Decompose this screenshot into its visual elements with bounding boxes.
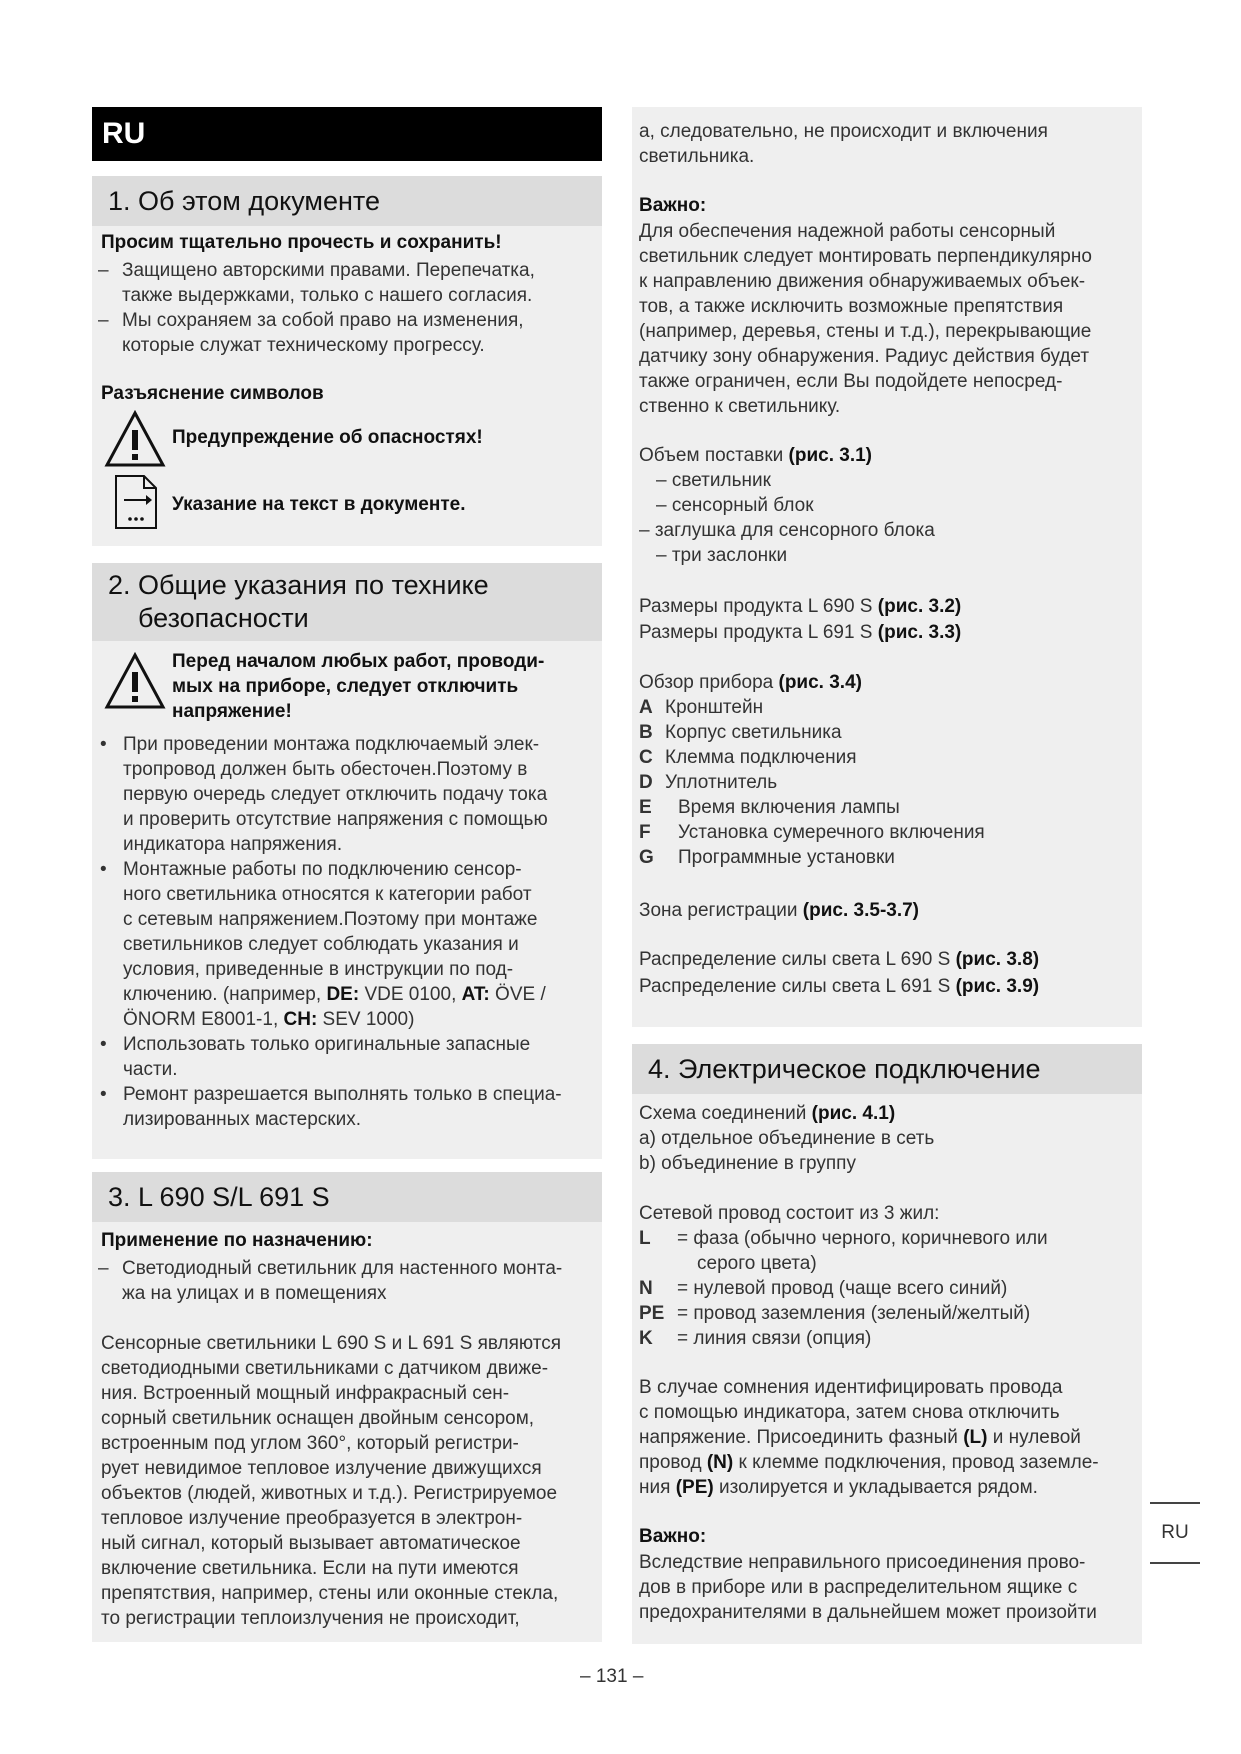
list-item: с сетевым напряжением.Поэтому при монтаже bbox=[123, 909, 538, 930]
distribution-line bbox=[639, 974, 1039, 999]
paragraph-line: Сенсорные светильники L 690 S и L 691 S являются bbox=[101, 1333, 562, 1354]
paragraph-line: препятствия, например, стены или оконные стекла, bbox=[101, 1583, 559, 1604]
warning-symbol-label: Предупреждение об опасностях! bbox=[172, 427, 483, 448]
document-symbol-label: Указание на текст в документе. bbox=[172, 494, 466, 515]
wire-key: PE bbox=[639, 1303, 665, 1324]
important-label: Важно: bbox=[639, 195, 707, 216]
list-item bbox=[123, 982, 546, 1007]
wire-value: = фаза (обычно черного, коричневого или bbox=[677, 1228, 1048, 1249]
text-run: Размеры продукта L 691 S bbox=[639, 622, 878, 643]
text-run: изолируется и укладывается рядом. bbox=[713, 1477, 1038, 1498]
bullet-icon: • bbox=[100, 734, 107, 755]
list-item: и проверить отсутствие напряжения с помощью bbox=[123, 809, 548, 830]
warning-text: Перед началом любых работ, проводи- bbox=[172, 651, 545, 672]
dimensions-line bbox=[639, 594, 961, 619]
supply-heading bbox=[639, 443, 872, 468]
paragraph-line: тепловое излучение преобразуется в электрон- bbox=[101, 1508, 523, 1529]
doubt-line: В случае сомнения идентифицировать провода bbox=[639, 1377, 1063, 1398]
figure-ref: (рис. 3.8) bbox=[955, 949, 1040, 970]
list-item: первую очередь следует отключить подачу тока bbox=[123, 784, 548, 805]
paragraph-line: светильник следует монтировать перпендикулярно bbox=[639, 246, 1092, 267]
important-line: предохранителями в дальнейшем может произойти bbox=[639, 1602, 1097, 1623]
wire-value: серого цвета) bbox=[697, 1253, 817, 1274]
supply-item: – сенсорный блок bbox=[656, 495, 814, 516]
paragraph-line: ственно к светильнику. bbox=[639, 396, 841, 417]
doubt-line bbox=[639, 1475, 1038, 1500]
doubt-line bbox=[639, 1450, 1099, 1475]
wire-code: (N) bbox=[706, 1452, 734, 1473]
list-item: светильников следует соблюдать указания и bbox=[123, 934, 519, 955]
supply-item: – светильник bbox=[656, 470, 771, 491]
dash-icon: – bbox=[98, 310, 109, 331]
list-item: индикатора напряжения. bbox=[123, 834, 343, 855]
text-run: Зона регистрации bbox=[639, 900, 803, 921]
overview-key: G bbox=[639, 847, 654, 868]
paragraph-line: Для обеспечения надежной работы сенсорный bbox=[639, 221, 1056, 242]
overview-value: Корпус светильника bbox=[665, 722, 842, 743]
text-run: ÖNORM E8001-1, bbox=[123, 1009, 284, 1030]
dimensions-line bbox=[639, 620, 961, 645]
text-run: VDE 0100, bbox=[359, 984, 462, 1005]
scheme-item: b) объединение в группу bbox=[639, 1153, 856, 1174]
overview-heading bbox=[639, 670, 862, 695]
paragraph-line: к направлению движения обнаруживаемых объек- bbox=[639, 271, 1086, 292]
warning-text: напряжение! bbox=[172, 701, 292, 722]
list-item: условия, приведенные в инструкции по под- bbox=[123, 959, 514, 980]
important-line: Вследствие неправильного присоединения прово- bbox=[639, 1552, 1086, 1573]
language-tag: RU bbox=[92, 107, 602, 161]
wire-value: = линия связи (опция) bbox=[677, 1328, 872, 1349]
bullet-icon: • bbox=[100, 859, 107, 880]
dash-icon: – bbox=[98, 260, 109, 281]
paragraph-line: объектов (людей, животных и т.д.). Регистрируемое bbox=[101, 1483, 558, 1504]
wire-value: = нулевой провод (чаще всего синий) bbox=[677, 1278, 1008, 1299]
country-code: DE: bbox=[326, 984, 360, 1005]
zone-line bbox=[639, 898, 919, 923]
overview-key: E bbox=[639, 797, 652, 818]
list-item: которые служат техническому прогрессу. bbox=[122, 335, 485, 356]
warning-icon bbox=[104, 410, 166, 468]
text-run: Обзор прибора bbox=[639, 672, 779, 693]
paragraph-line: (например, деревья, стены и т.д.), перекрывающие bbox=[639, 321, 1092, 342]
overview-key: C bbox=[639, 747, 653, 768]
text-run: Распределение силы света L 691 S bbox=[639, 976, 956, 997]
text-run: Объем поставки bbox=[639, 445, 789, 466]
text-run: ÖVE / bbox=[489, 984, 546, 1005]
list-item: Использовать только оригинальные запасные bbox=[123, 1034, 531, 1055]
important-label: Важно: bbox=[639, 1526, 707, 1547]
paragraph-line: встроенным под углом 360°, который регистри- bbox=[101, 1433, 519, 1454]
overview-key: D bbox=[639, 772, 653, 793]
country-code: CH: bbox=[283, 1009, 318, 1030]
paragraph-line: сорный светильник оснащен двойным сенсором, bbox=[101, 1408, 535, 1429]
side-language-label: RU bbox=[1161, 1522, 1189, 1543]
text-run: Распределение силы света L 690 S bbox=[639, 949, 956, 970]
section-3-subheading: Применение по назначению: bbox=[101, 1230, 373, 1251]
wire-key: N bbox=[639, 1278, 653, 1299]
figure-ref: (рис. 3.2) bbox=[877, 596, 962, 617]
overview-value: Установка сумеречного включения bbox=[678, 822, 985, 843]
overview-value: Время включения лампы bbox=[678, 797, 900, 818]
list-item bbox=[123, 1007, 414, 1032]
bullet-icon: • bbox=[100, 1084, 107, 1105]
symbols-heading: Разъяснение символов bbox=[101, 383, 324, 404]
dash-icon: – bbox=[98, 1258, 109, 1279]
paragraph-line: также ограничен, если Вы подойдете непосред- bbox=[639, 371, 1063, 392]
text-run: SEV 1000) bbox=[317, 1009, 415, 1030]
figure-ref: (рис. 3.5-3.7) bbox=[802, 900, 920, 921]
text-run: и нулевой bbox=[987, 1427, 1081, 1448]
list-item: Ремонт разрешается выполнять только в специа- bbox=[123, 1084, 562, 1105]
wire-key: L bbox=[639, 1228, 651, 1249]
warning-text: мых на приборе, следует отключить bbox=[172, 676, 519, 697]
list-item: лизированных мастерских. bbox=[123, 1109, 361, 1130]
list-item: Светодиодный светильник для настенного монта- bbox=[122, 1258, 563, 1279]
paragraph-line: тов, а также исключить возможные препятствия bbox=[639, 296, 1064, 317]
bullet-icon: • bbox=[100, 1034, 107, 1055]
important-line: дов в приборе или в распределительном ящике с bbox=[639, 1577, 1078, 1598]
paragraph-line: ный сигнал, который вызывает автоматическое bbox=[101, 1533, 521, 1554]
figure-ref: (рис. 4.1) bbox=[811, 1103, 896, 1124]
wire-key: K bbox=[639, 1328, 653, 1349]
overview-value: Программные установки bbox=[678, 847, 895, 868]
supply-item: – три заслонки bbox=[656, 545, 788, 566]
overview-key: F bbox=[639, 822, 651, 843]
section-3-heading: 3. L 690 S/L 691 S bbox=[92, 1172, 602, 1222]
text-run: к клемме подключения, провод заземле- bbox=[733, 1452, 1099, 1473]
doubt-line: с помощью индикатора, затем снова отключить bbox=[639, 1402, 1060, 1423]
page-number: – 131 – bbox=[580, 1666, 644, 1687]
list-item: тропровод должен быть обесточен.Поэтому в bbox=[123, 759, 528, 780]
overview-value: Клемма подключения bbox=[665, 747, 857, 768]
distribution-line bbox=[639, 947, 1039, 972]
list-item: части. bbox=[123, 1059, 178, 1080]
text-run: ния bbox=[639, 1477, 676, 1498]
figure-ref: (рис. 3.4) bbox=[778, 672, 862, 693]
overview-value: Уплотнитель bbox=[665, 772, 778, 793]
paragraph-line: светодиодными светильниками с датчиком движе- bbox=[101, 1358, 549, 1379]
text-run: провод bbox=[639, 1452, 707, 1473]
wire-code: (PE) bbox=[675, 1477, 714, 1498]
paragraph-line: датчику зону обнаружения. Радиус действия будет bbox=[639, 346, 1090, 367]
section-2-heading bbox=[92, 563, 602, 641]
paragraph-line: рует невидимое тепловое излучение движущихся bbox=[101, 1458, 542, 1479]
continued-text: светильника. bbox=[639, 146, 755, 167]
text-run: напряжение. Присоединить фазный bbox=[639, 1427, 964, 1448]
overview-key: A bbox=[639, 697, 653, 718]
figure-ref: (рис. 3.1) bbox=[788, 445, 873, 466]
document-reference-icon bbox=[114, 474, 158, 530]
text-run: Размеры продукта L 690 S bbox=[639, 596, 878, 617]
list-item: ного светильника относятся к категории работ bbox=[123, 884, 532, 905]
list-item: жа на улицах и в помещениях bbox=[122, 1283, 387, 1304]
list-item: Монтажные работы по подключению сенсор- bbox=[123, 859, 522, 880]
wire-code: (L) bbox=[963, 1427, 988, 1448]
supply-item: – заглушка для сенсорного блока bbox=[639, 520, 935, 541]
paragraph-line: включение светильника. Если на пути имеются bbox=[101, 1558, 519, 1579]
section-2-heading-line2: безопасности bbox=[138, 603, 309, 633]
scheme-item: a) отдельное объединение в сеть bbox=[639, 1128, 935, 1149]
warning-icon bbox=[104, 652, 166, 710]
list-item: также выдержками, только с нашего согласия. bbox=[122, 285, 533, 306]
figure-ref: (рис. 3.9) bbox=[955, 976, 1040, 997]
continued-text: а, следовательно, не происходит и включения bbox=[639, 121, 1048, 142]
wire-value: = провод заземления (зеленый/желтый) bbox=[677, 1303, 1031, 1324]
figure-ref: (рис. 3.3) bbox=[877, 622, 962, 643]
list-item: Мы сохраняем за собой право на изменения, bbox=[122, 310, 524, 331]
section-4-heading: 4. Электрическое подключение bbox=[632, 1044, 1142, 1094]
text-run: Схема соединений bbox=[639, 1103, 812, 1124]
text-run: ключению. (например, bbox=[123, 984, 327, 1005]
list-item: Защищено авторскими правами. Перепечатка, bbox=[122, 260, 535, 281]
wires-intro: Сетевой провод состоит из 3 жил: bbox=[639, 1203, 940, 1224]
paragraph-line: то регистрации теплоизлучения не происходит, bbox=[101, 1608, 520, 1629]
country-code: AT: bbox=[461, 984, 490, 1005]
side-language-tab bbox=[1150, 1502, 1200, 1564]
scheme-heading bbox=[639, 1101, 895, 1126]
paragraph-line: ния. Встроенный мощный инфракрасный сен- bbox=[101, 1383, 510, 1404]
section-2-heading-line1: 2. Общие указания по технике bbox=[108, 570, 489, 600]
overview-key: B bbox=[639, 722, 653, 743]
doubt-line bbox=[639, 1425, 1081, 1450]
list-item: При проведении монтажа подключаемый элек- bbox=[123, 734, 540, 755]
section-1-subheading: Просим тщательно прочесть и сохранить! bbox=[101, 232, 502, 253]
section-1-heading: 1. Об этом документе bbox=[92, 176, 602, 226]
overview-value: Кронштейн bbox=[665, 697, 764, 718]
